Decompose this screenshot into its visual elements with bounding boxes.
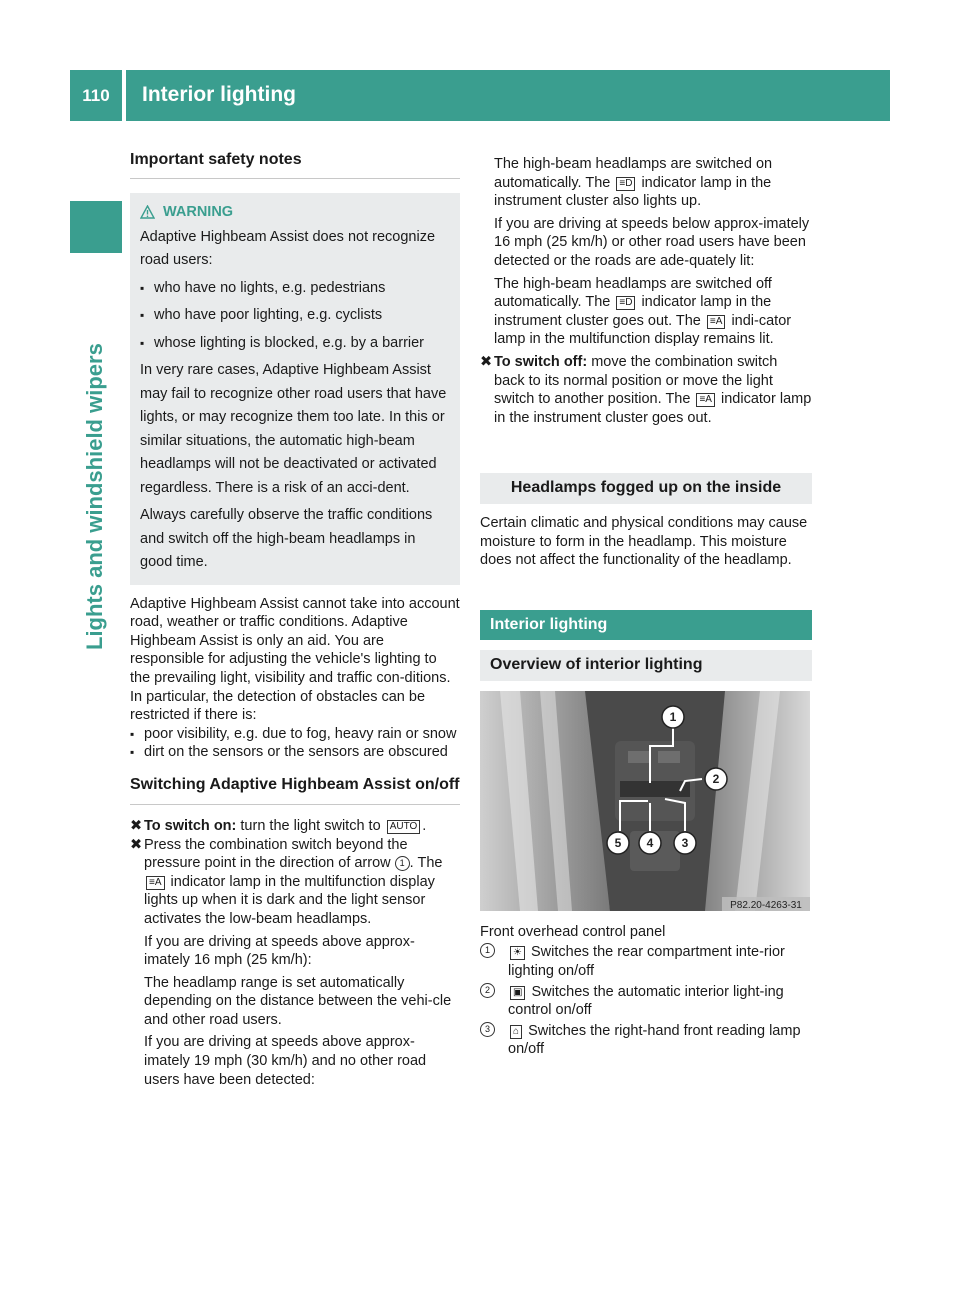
warning-box: [130, 193, 460, 585]
callout-5: 5: [614, 835, 622, 850]
heading-interior-lighting: Interior lighting: [480, 610, 812, 641]
arrow-number: 1: [395, 856, 410, 871]
sub-paragraph: If you are driving at speeds above approx-imately 16 mph (25 km/h):: [144, 933, 415, 969]
warning-paragraph: In very rare cases, Adaptive Highbeam Assist may fail to recognize other road users that have lights, or may recognize them too late. In this or similar situations, the automatic high-beam headlamps will not be deactivated or activated regardless. There is a risk of an acci-dent.: [140, 362, 447, 496]
callout-3: 3: [681, 835, 689, 850]
text-span: indicator lamp in the instrument cluster goes out. The: [494, 294, 772, 329]
step-arrow-icon: ✖: [480, 353, 493, 370]
side-tab: [70, 270, 122, 650]
legend-text: Switches the rear compartment inte-rior lighting on/off: [508, 944, 785, 980]
control-panel-illustration: [480, 691, 810, 911]
warning-title-text: WARNING: [163, 204, 234, 220]
highbeam-icon: ≡D: [616, 296, 635, 310]
rear-lamp-icon: ☀: [510, 946, 525, 960]
legend-item: [480, 1022, 812, 1059]
side-tab-label: Lights and windshield wipers: [82, 343, 107, 650]
step-arrow-icon: ✖: [130, 836, 143, 853]
step-switch-off: [480, 353, 812, 427]
step-text: Press the combination switch beyond the pressure point in the direction of arrow: [144, 836, 408, 872]
legend-text: Switches the right-hand front reading lamp on/off: [508, 1022, 801, 1058]
right-paragraph: [480, 155, 812, 211]
list-item: ▪ poor visibility, e.g. due to fog, heavy rain or snow: [130, 725, 460, 744]
warning-paragraph: Always carefully observe the traffic conditions and switch off the high-beam headlamps in good time.: [140, 507, 433, 571]
page-title: Interior lighting: [142, 83, 296, 106]
fogged-paragraph: Certain climatic and physical conditions may cause moisture to form in the headlamp. This moisture does not affect the functionality of the headlamp.: [480, 514, 808, 569]
step-text: indicator lamp in the multifunction display lights up when it is dark and the light sensor activates the low-beam headlamps.: [144, 873, 435, 927]
warning-title: [140, 203, 450, 222]
auto-light-icon: AUTO: [387, 820, 421, 834]
heading-overview: Overview of interior lighting: [480, 650, 812, 681]
step-text: move the combination switch back to its normal position or move the light switch to another position.: [494, 353, 778, 408]
list-item: ▪ dirt on the sensors or the sensors are obscured: [130, 743, 460, 762]
legend-number: 2: [480, 983, 495, 998]
highbeam-assist-icon: ≡A: [146, 876, 165, 890]
step-text: turn the light switch to: [240, 817, 381, 834]
photo-caption: Front overhead control panel: [480, 923, 666, 940]
right-paragraph: If you are driving at speeds below approx-imately 16 mph (25 km/h) or other road users have been detected or the roads are ade-quately lit:: [494, 215, 810, 269]
step-text: The: [417, 855, 443, 872]
heading-safety-notes: Important safety notes: [130, 150, 460, 179]
warning-intro: Adaptive Highbeam Assist does not recognize road users:: [140, 228, 436, 269]
warning-icon: [140, 205, 155, 219]
warning-bullet: ▪ who have poor lighting, e.g. cyclists: [140, 304, 450, 328]
callout-4: 4: [646, 835, 654, 850]
page-number: 110: [82, 85, 110, 105]
warning-bullet: ▪ whose lighting is blocked, e.g. by a barrier: [140, 332, 450, 356]
heading-fogged: Headlamps fogged up on the inside: [480, 473, 812, 504]
step-text: indicator lamp in the instrument cluster goes out.: [494, 391, 812, 426]
legend-item: [480, 983, 812, 1020]
body-paragraph: In particular, the detection of obstacles can be restricted if there is:: [130, 688, 426, 724]
header-separator: [122, 70, 126, 121]
body-paragraph: Adaptive Highbeam Assist cannot take into account road, weather or traffic conditions. Adaptive Highbeam Assist is only an aid. You are responsible for adjusting the vehicle's lighting to the prevailing light, visibility and traffic con-ditions.: [130, 595, 460, 686]
step-label: To switch off:: [494, 353, 588, 370]
side-tab-block: [70, 201, 122, 253]
step-label: To switch on:: [144, 817, 237, 834]
legend-number: 1: [480, 943, 495, 958]
highbeam-icon: ≡D: [616, 177, 635, 191]
sub-paragraph: The headlamp range is set automatically depending on the distance between the vehi-cle and other road users.: [144, 974, 452, 1028]
heading-switching: Switching Adaptive Highbeam Assist on/off: [130, 774, 460, 805]
text-span: The high-beam headlamps are switched on automatically. The: [494, 156, 773, 191]
legend-text: Switches the automatic interior light-ing control on/off: [508, 983, 784, 1019]
text-span: indi-cator lamp in the multifunction display remains lit.: [494, 312, 792, 348]
highbeam-assist-icon: ≡A: [707, 315, 726, 329]
right-paragraph: [480, 275, 812, 349]
sub-paragraph: If you are driving at speeds above approx-imately 19 mph (30 km/h) and no other road users have been detected:: [144, 1034, 427, 1088]
legend-number: 3: [480, 1022, 495, 1037]
right-column: [480, 155, 812, 1059]
callout-2: 2: [712, 771, 720, 786]
warning-bullet: ▪ who have no lights, e.g. pedestrians: [140, 277, 450, 301]
step-switch-on: ✖ To switch on: turn the light switch to AUTO .: [130, 817, 427, 834]
control-panel-photo: [480, 691, 810, 911]
left-column: [130, 150, 460, 1089]
step-text: The: [665, 391, 691, 408]
highbeam-assist-icon: ≡A: [696, 393, 715, 407]
auto-interior-light-icon: ▣: [510, 986, 525, 1000]
reading-lamp-icon: ⌂: [510, 1025, 522, 1039]
photo-code: P82.20-4263-31: [730, 899, 802, 911]
text-span: The high-beam headlamps are switched off automatically. The: [494, 275, 772, 311]
step-press-switch: ✖ Press the combination switch beyond the pressure point in the direction of arrow 1 . The ≡A indicator lamp in the multifunction display lights up when it is dark and the light sensor activates the low-beam headlamps.: [130, 836, 443, 927]
step-arrow-icon: ✖: [130, 817, 143, 834]
legend-item: [480, 943, 812, 980]
callout-1: 1: [669, 709, 677, 724]
text-span: indicator lamp in the instrument cluster also lights up.: [494, 174, 772, 210]
